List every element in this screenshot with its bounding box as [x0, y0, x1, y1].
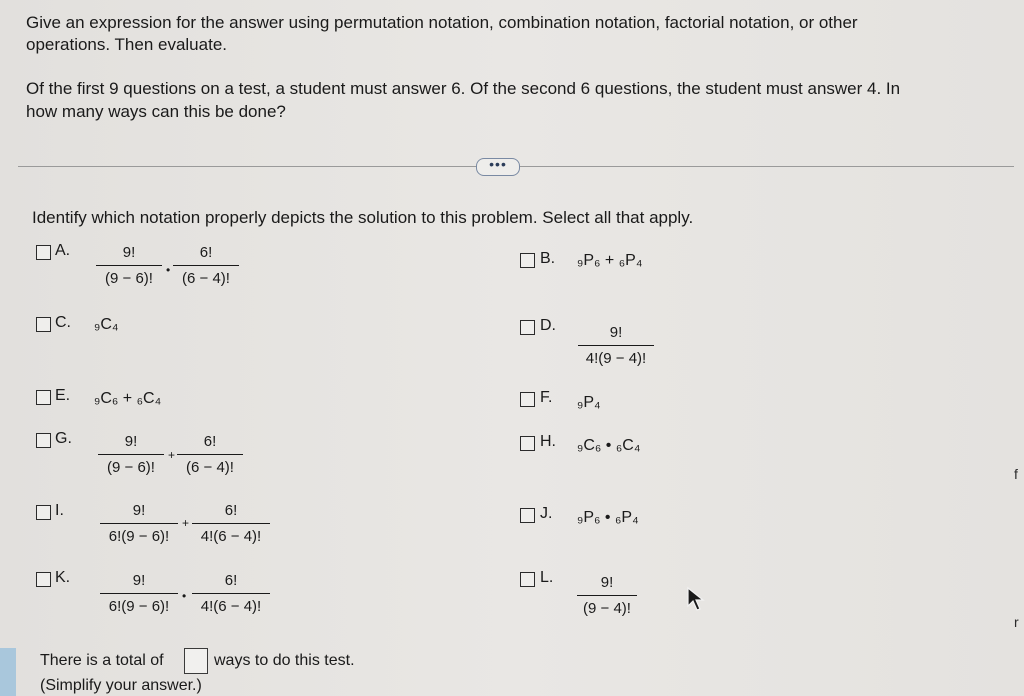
- option-d-denominator: 4!(9 − 4)!: [585, 350, 647, 367]
- option-g-fraction-2: [177, 433, 243, 476]
- option-i-fraction-1: [100, 502, 178, 545]
- option-g-checkbox[interactable]: [36, 433, 51, 448]
- option-k-fraction-2: [192, 572, 270, 615]
- option-c-expression: ₉C₄: [94, 316, 119, 333]
- option-a-fraction-1: [96, 244, 162, 287]
- question-line-2: operations. Then evaluate.: [26, 35, 227, 54]
- option-e-checkbox[interactable]: [36, 390, 51, 405]
- option-k-label: K.: [55, 569, 71, 586]
- option-k-denominator-1: 6!(9 − 6)!: [108, 598, 170, 615]
- option-h-label: H.: [540, 433, 556, 450]
- option-g-fraction-1: [98, 433, 164, 476]
- option-c-label: C.: [55, 314, 71, 331]
- option-l-numerator: 9!: [600, 574, 614, 591]
- option-k-numerator-1: 9!: [132, 572, 146, 589]
- option-i-operator: +: [182, 516, 190, 530]
- option-g-numerator-1: 9!: [124, 433, 138, 450]
- option-b-label: B.: [540, 250, 556, 267]
- option-a-numerator-1: 9!: [122, 244, 136, 261]
- option-d-fraction: [578, 324, 654, 367]
- option-g-numerator-2: 6!: [203, 433, 217, 450]
- option-e-label: E.: [55, 387, 71, 404]
- option-c-checkbox[interactable]: [36, 317, 51, 332]
- option-l-checkbox[interactable]: [520, 572, 535, 587]
- option-k-operator: •: [182, 589, 187, 603]
- option-k-fraction-1: [100, 572, 178, 615]
- answer-prefix: There is a total of: [40, 652, 164, 669]
- edge-fragment-1: f: [1014, 466, 1018, 482]
- edge-fragment-2: r: [1014, 614, 1019, 630]
- left-edge-accent: [0, 648, 16, 696]
- option-i-denominator-2: 4!(6 − 4)!: [200, 528, 262, 545]
- option-g-operator: +: [168, 448, 176, 462]
- option-f-label: F.: [540, 389, 553, 406]
- option-l-label: L.: [540, 569, 554, 586]
- option-i-numerator-1: 9!: [132, 502, 146, 519]
- option-a-numerator-2: 6!: [199, 244, 213, 261]
- option-l-fraction: [577, 574, 637, 617]
- option-a-denominator-2: (6 − 4)!: [182, 270, 230, 287]
- option-a-operator: •: [166, 263, 171, 277]
- mouse-pointer-icon: [686, 586, 706, 612]
- more-options-button[interactable]: •••: [476, 158, 520, 176]
- option-j-checkbox[interactable]: [520, 508, 535, 523]
- option-g-denominator-1: (9 − 6)!: [107, 459, 155, 476]
- option-a-label: A.: [55, 242, 71, 259]
- option-i-denominator-1: 6!(9 − 6)!: [108, 528, 170, 545]
- option-i-fraction-2: [192, 502, 270, 545]
- option-f-checkbox[interactable]: [520, 392, 535, 407]
- option-a-fraction-2: [173, 244, 239, 287]
- question-line-1: Give an expression for the answer using permutation notation, combination notation, factorial notation, or other: [26, 13, 858, 32]
- option-e-expression: ₉C₆ + ₆C₄: [94, 390, 162, 407]
- option-g-denominator-2: (6 − 4)!: [186, 459, 234, 476]
- answer-suffix: ways to do this test.: [214, 652, 355, 669]
- question-line-4: how many ways can this be done?: [26, 102, 286, 121]
- option-b-expression: ₉P₆ + ₆P₄: [577, 252, 643, 269]
- option-b-checkbox[interactable]: [520, 253, 535, 268]
- option-j-expression: ₉P₆ • ₆P₄: [577, 509, 639, 526]
- instruction-text: Identify which notation properly depicts the solution to this problem. Select all that apply.: [32, 208, 694, 227]
- simplify-hint: (Simplify your answer.): [40, 677, 202, 694]
- option-g-label: G.: [55, 430, 72, 447]
- option-k-denominator-2: 4!(6 − 4)!: [200, 598, 262, 615]
- option-d-label: D.: [540, 317, 556, 334]
- option-l-denominator: (9 − 4)!: [583, 600, 631, 617]
- option-i-numerator-2: 6!: [224, 502, 238, 519]
- option-i-checkbox[interactable]: [36, 505, 51, 520]
- option-i-label: I.: [55, 502, 64, 519]
- option-h-expression: ₉C₆ • ₆C₄: [577, 437, 641, 454]
- answer-input[interactable]: [184, 648, 208, 674]
- option-k-checkbox[interactable]: [36, 572, 51, 587]
- option-h-checkbox[interactable]: [520, 436, 535, 451]
- option-k-numerator-2: 6!: [224, 572, 238, 589]
- option-d-numerator: 9!: [609, 324, 623, 341]
- option-a-checkbox[interactable]: [36, 245, 51, 260]
- option-f-expression: ₉P₄: [577, 394, 601, 411]
- question-line-3: Of the first 9 questions on a test, a student must answer 6. Of the second 6 questions, the student must answer 4. In: [26, 79, 901, 98]
- option-j-label: J.: [540, 505, 553, 522]
- option-d-checkbox[interactable]: [520, 320, 535, 335]
- option-a-denominator-1: (9 − 6)!: [105, 270, 153, 287]
